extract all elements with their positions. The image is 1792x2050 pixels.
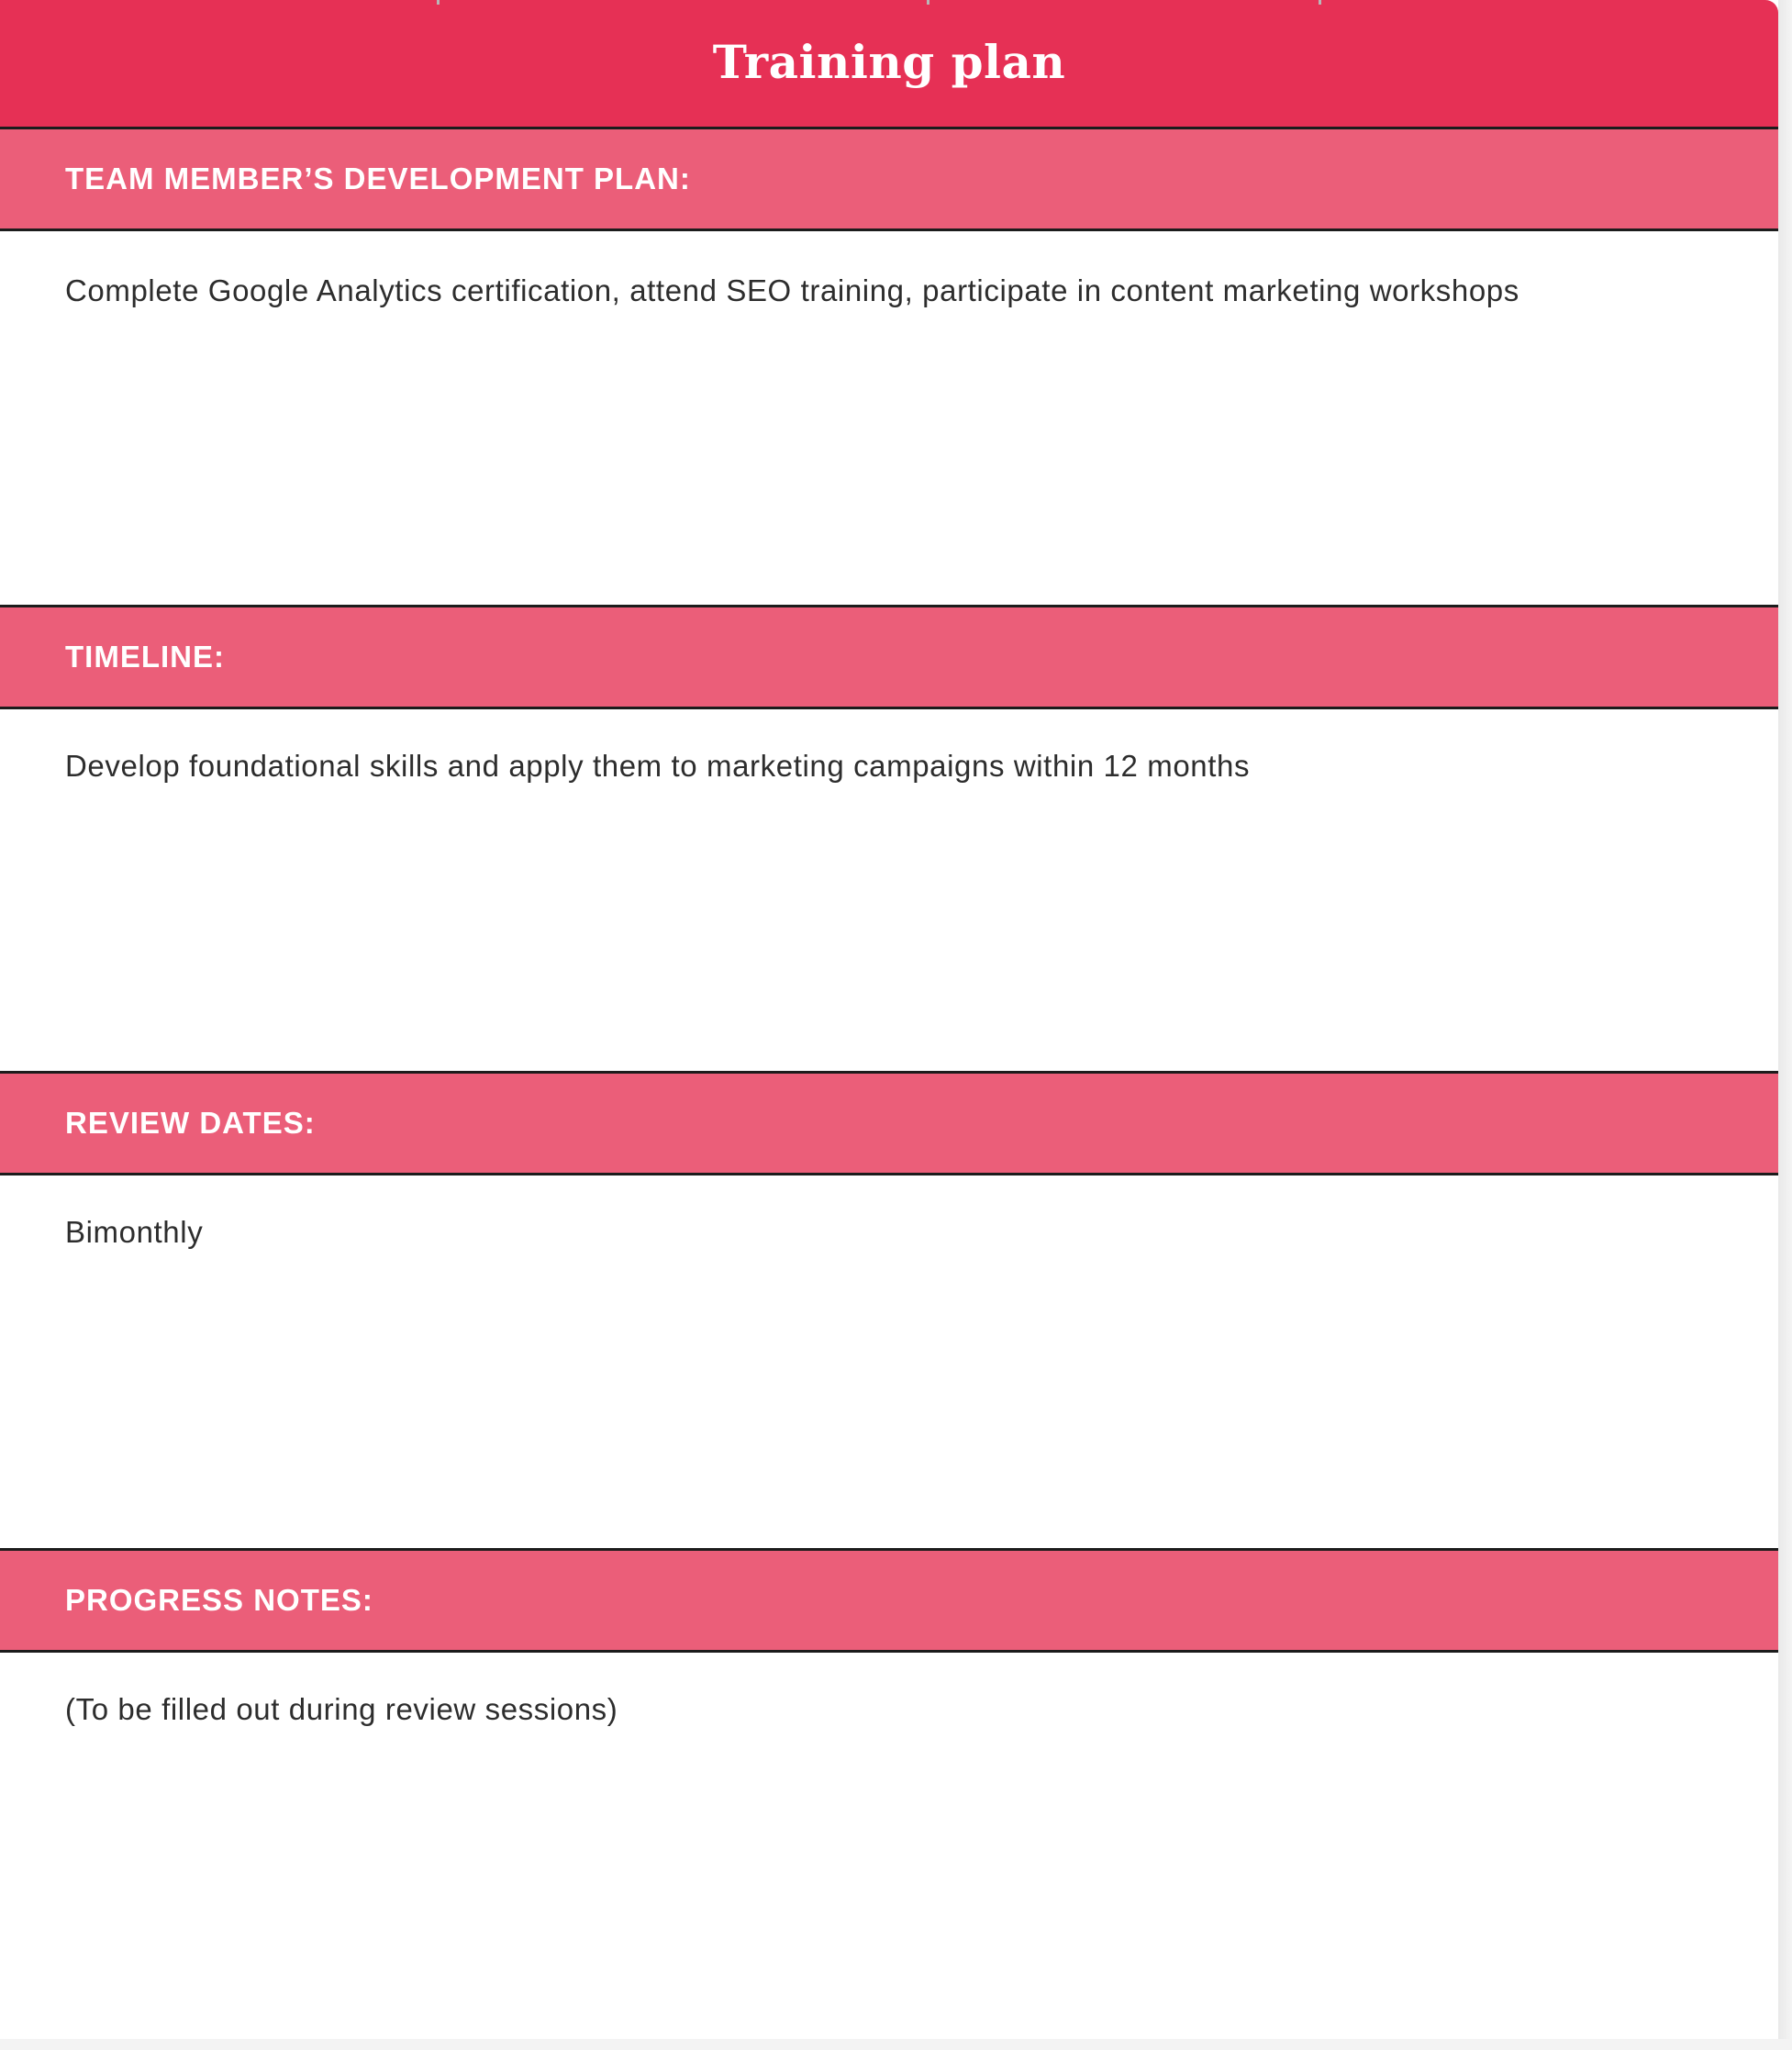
- column-tick: [437, 0, 440, 5]
- section-content-review-dates: Bimonthly: [65, 1215, 204, 1249]
- page-shadow-right: [1778, 0, 1792, 2050]
- section-label: PROGRESS NOTES:: [65, 1583, 373, 1617]
- section-label: TIMELINE:: [65, 640, 225, 674]
- section-header-review-dates: [0, 1071, 1778, 1175]
- page-title: Training plan: [712, 35, 1066, 89]
- section-content-timeline: Develop foundational skills and apply them to marketing campaigns within 12 months: [65, 749, 1251, 783]
- column-tick: [1319, 0, 1321, 5]
- page-shadow-bottom: [0, 2039, 1792, 2050]
- section-content-progress-notes: (To be filled out during review sessions): [65, 1692, 618, 1726]
- section-header-progress-notes: [0, 1548, 1778, 1653]
- section-label: REVIEW DATES:: [65, 1106, 316, 1140]
- section-content-development-plan: Complete Google Analytics certification, attend SEO training, participate in content marketing workshops: [65, 273, 1519, 307]
- section-header-development-plan: [0, 129, 1778, 231]
- section-header-timeline: [0, 605, 1778, 709]
- section-label: TEAM MEMBER’S DEVELOPMENT PLAN:: [65, 162, 691, 195]
- column-tick: [927, 0, 929, 5]
- title-bar: [0, 0, 1778, 129]
